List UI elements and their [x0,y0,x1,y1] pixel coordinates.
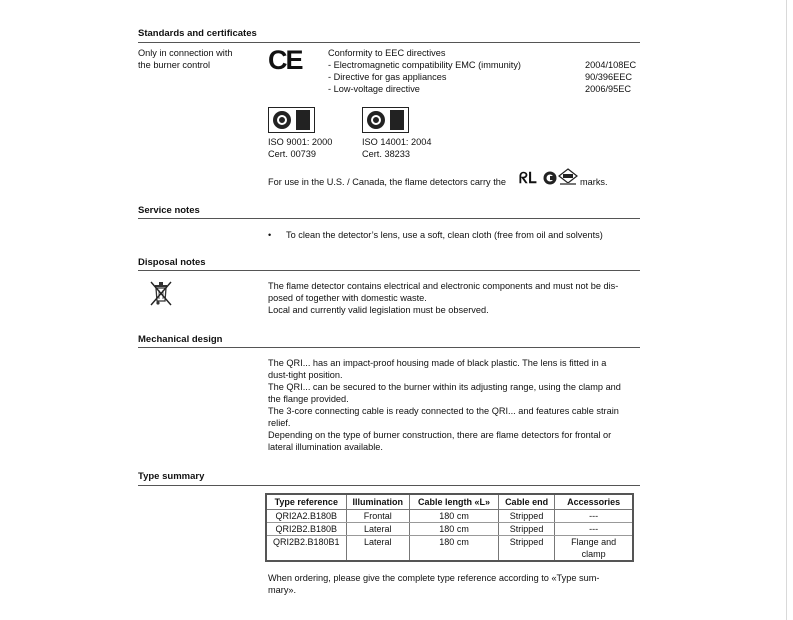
marks-suffix: marks. [580,177,608,187]
mechanical-line: relief. [268,418,291,428]
us-canada-text: For use in the U.S. / Canada, the flame detectors carry the [268,177,506,187]
iso9001-cert-icon [268,107,315,133]
table-cell: --- [555,510,634,523]
table-cell: Stripped [499,536,555,562]
service-text: To clean the detector’s lens, use a soft, clean cloth (free from oil and solvents) [286,230,603,240]
mechanical-line: the flange provided. [268,394,349,404]
iso9001-label: ISO 9001: 2000 [268,137,333,147]
table-cell: Stripped [499,523,555,536]
column-header: Accessories [555,494,634,510]
table-row [266,523,633,536]
table-cell: 180 cm [410,523,499,536]
directive-label: - Directive for gas appliances [328,72,447,82]
csa-approved-mark-icon [558,168,578,186]
table-cell: --- [555,523,634,536]
table-cell-accessories [555,536,634,562]
accessories-line: Flange and [571,537,617,547]
iso14001-cert-icon [362,107,409,133]
conformity-title: Conformity to EEC directives [328,48,446,58]
directive-code: 2004/108EC [585,60,637,70]
table-cell: 180 cm [410,536,499,562]
disposal-line: posed of together with domestic waste. [268,293,427,303]
mechanical-text [268,357,640,453]
iso9001-cert: Cert. 00739 [268,149,317,159]
type-summary-rule [138,485,640,486]
mechanical-line: The 3-core connecting cable is ready connected to the QRI... and features cable strain [268,406,619,416]
table-cell: QRI2B2.B180B [266,523,346,536]
mechanical-line: dust-tight position. [268,370,343,380]
disposal-text [268,280,640,316]
directive-code: 90/396EEC [585,72,632,82]
disposal-rule [138,270,640,271]
table-row [266,536,633,562]
service-bullet: • [268,230,272,240]
table-cell: QRI2B2.B180B1 [266,536,346,562]
column-header: Cable end [499,494,555,510]
type-summary-table [265,493,634,562]
standards-rule [138,42,640,43]
table-cell: Frontal [346,510,410,523]
table-row [266,510,633,523]
directive-code: 2006/95EC [585,84,631,94]
ce-mark-icon: CE [268,45,302,75]
crossed-out-bin-icon [148,279,174,307]
column-header: Type reference [266,494,346,510]
column-header: Cable length «L» [410,494,499,510]
type-summary-heading: Type summary [138,471,205,482]
table-cell: QRI2A2.B180B [266,510,346,523]
disposal-heading: Disposal notes [138,257,206,268]
mechanical-heading: Mechanical design [138,334,223,345]
table-cell: Stripped [499,510,555,523]
c-ul-mark-icon [543,171,557,185]
directive-label: - Electromagnetic compatibility EMC (immunity) [328,60,521,70]
ordering-line: When ordering, please give the complete type reference according to «Type sum- [268,573,600,583]
table-cell: Lateral [346,536,410,562]
standards-heading: Standards and certificates [138,28,257,39]
ul-mark-icon: ᖇꓡ [519,170,537,187]
column-header: Illumination [346,494,410,510]
service-heading: Service notes [138,205,200,216]
mechanical-line: The QRI... can be secured to the burner within its adjusting range, using the clamp and [268,382,621,392]
mechanical-line: The QRI... has an impact-proof housing made of black plastic. The lens is fitted in a [268,358,607,368]
mechanical-line: lateral illumination available. [268,442,383,452]
table-cell: 180 cm [410,510,499,523]
ordering-line: mary». [268,585,297,595]
iso14001-label: ISO 14001: 2004 [362,137,432,147]
mechanical-rule [138,347,640,348]
table-header-row [266,494,633,510]
accessories-line: clamp [581,549,606,559]
page-edge [786,0,787,620]
directive-label: - Low-voltage directive [328,84,420,94]
service-rule [138,218,640,219]
table-cell: Lateral [346,523,410,536]
disposal-line: The flame detector contains electrical and electronic components and must not be dis- [268,281,619,291]
iso14001-cert: Cert. 38233 [362,149,411,159]
mechanical-line: Depending on the type of burner construction, there are flame detectors for frontal or [268,430,612,440]
disposal-line: Local and currently valid legislation must be observed. [268,305,489,315]
standards-left-line1: Only in connection with [138,48,233,58]
standards-left-line2: the burner control [138,60,211,70]
